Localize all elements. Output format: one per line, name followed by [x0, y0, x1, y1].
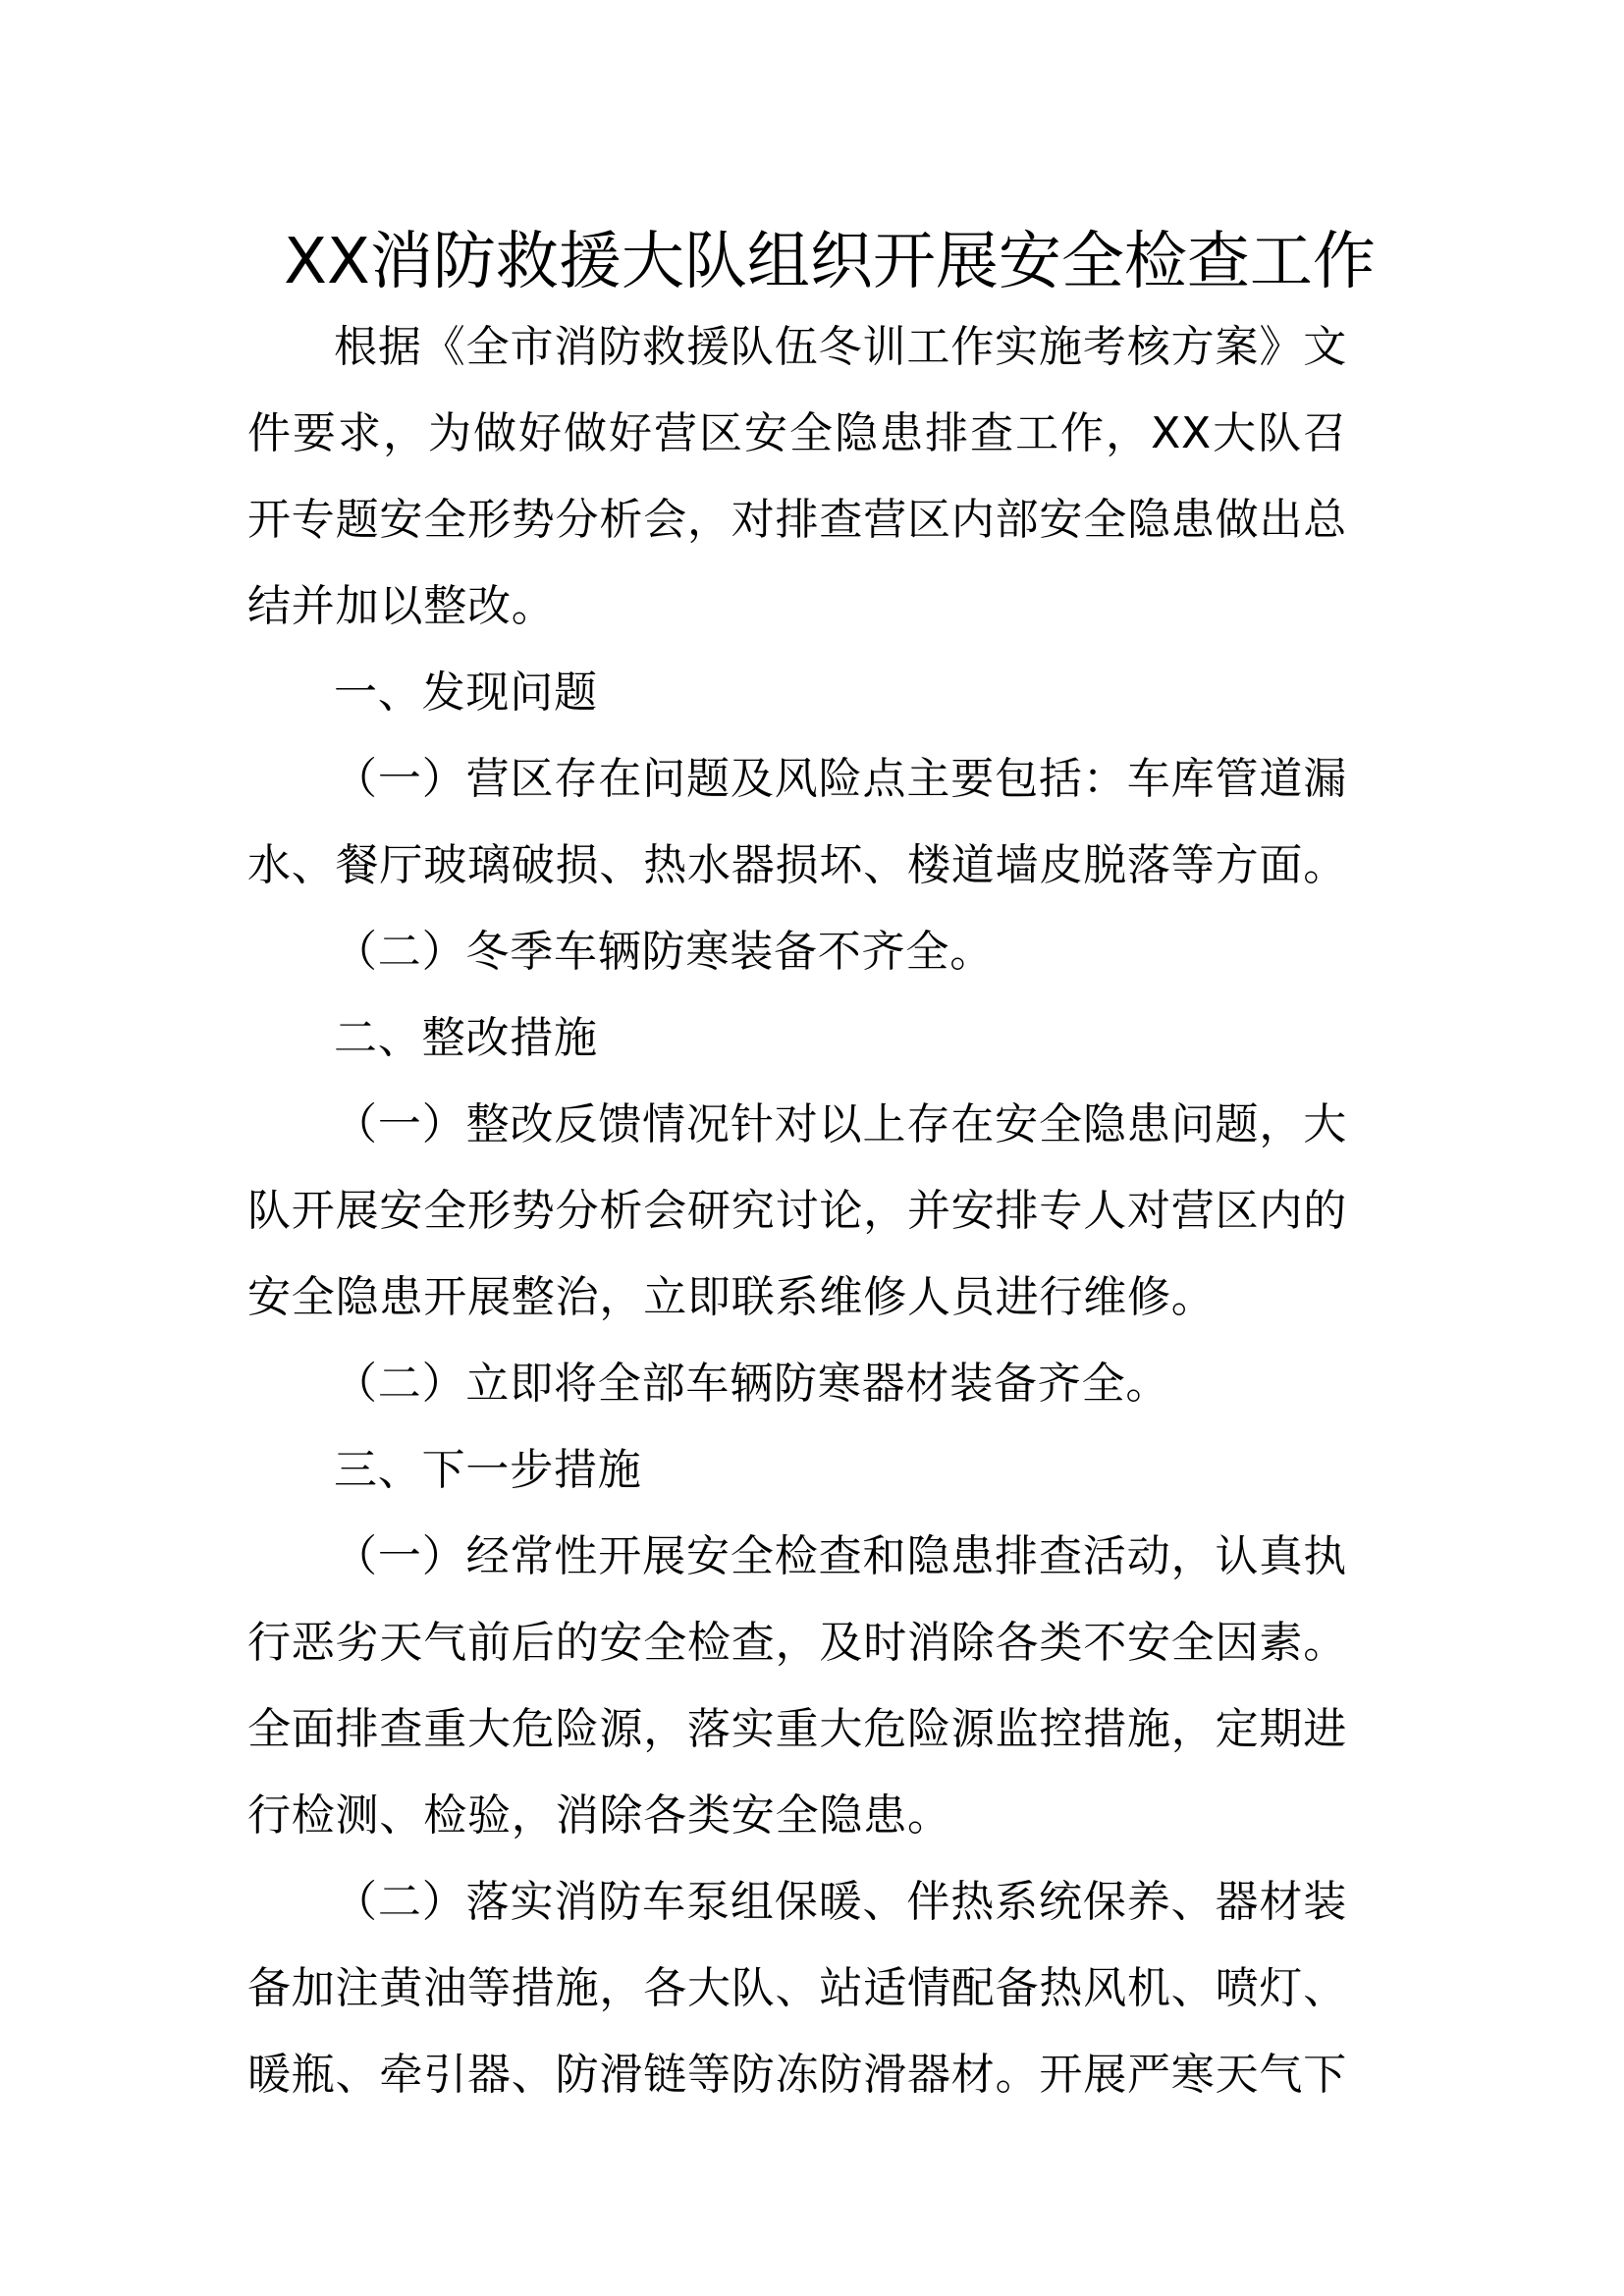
section-heading-rectification: 二、整改措施 [334, 1013, 598, 1063]
section-heading-next-steps: 三、下一步措施 [334, 1445, 642, 1495]
rectification-item-2: （二）立即将全部车辆防寒器材装备齐全。 [334, 1359, 1170, 1409]
problem-item-2: （二）冬季车辆防寒装备不齐全。 [334, 927, 994, 977]
document-body [247, 304, 1347, 2118]
next-step-item-1: （一）经常性开展安全检查和隐患排查活动，认真执行恶劣天气前后的安全检查，及时消除各类不安全因素。全面排查重大危险源，落实重大危险源监控措施，定期进行检测、检验，消除各类安全隐患。 [247, 1531, 1347, 1841]
intro-paragraph: 根据《全市消防救援队伍冬训工作实施考核方案》文件要求，为做好做好营区安全隐患排查工作，XX大队召开专题安全形势分析会，对排查营区内部安全隐患做出总结并加以整改。 [247, 322, 1347, 631]
rectification-item-1: （一）整改反馈情况针对以上存在安全隐患问题，大队开展安全形势分析会研究讨论，并安排专人对营区内的安全隐患开展整治，立即联系维修人员进行维修。 [247, 1099, 1347, 1322]
section-heading-problems: 一、发现问题 [334, 667, 598, 718]
document-title: XX消防救援大队组织开展安全检查工作 [284, 226, 1376, 298]
next-step-item-2: （二）落实消防车泵组保暖、伴热系统保养、器材装备加注黄油等措施，各大队、站适情配备热风机、喷灯、暖瓶、牵引器、防滑链等防冻防滑器材。开展严寒天气下 [247, 1877, 1347, 2100]
problem-item-1: （一）营区存在问题及风险点主要包括：车库管道漏水、餐厅玻璃破损、热水器损坏、楼道墙皮脱落等方面。 [247, 754, 1347, 890]
